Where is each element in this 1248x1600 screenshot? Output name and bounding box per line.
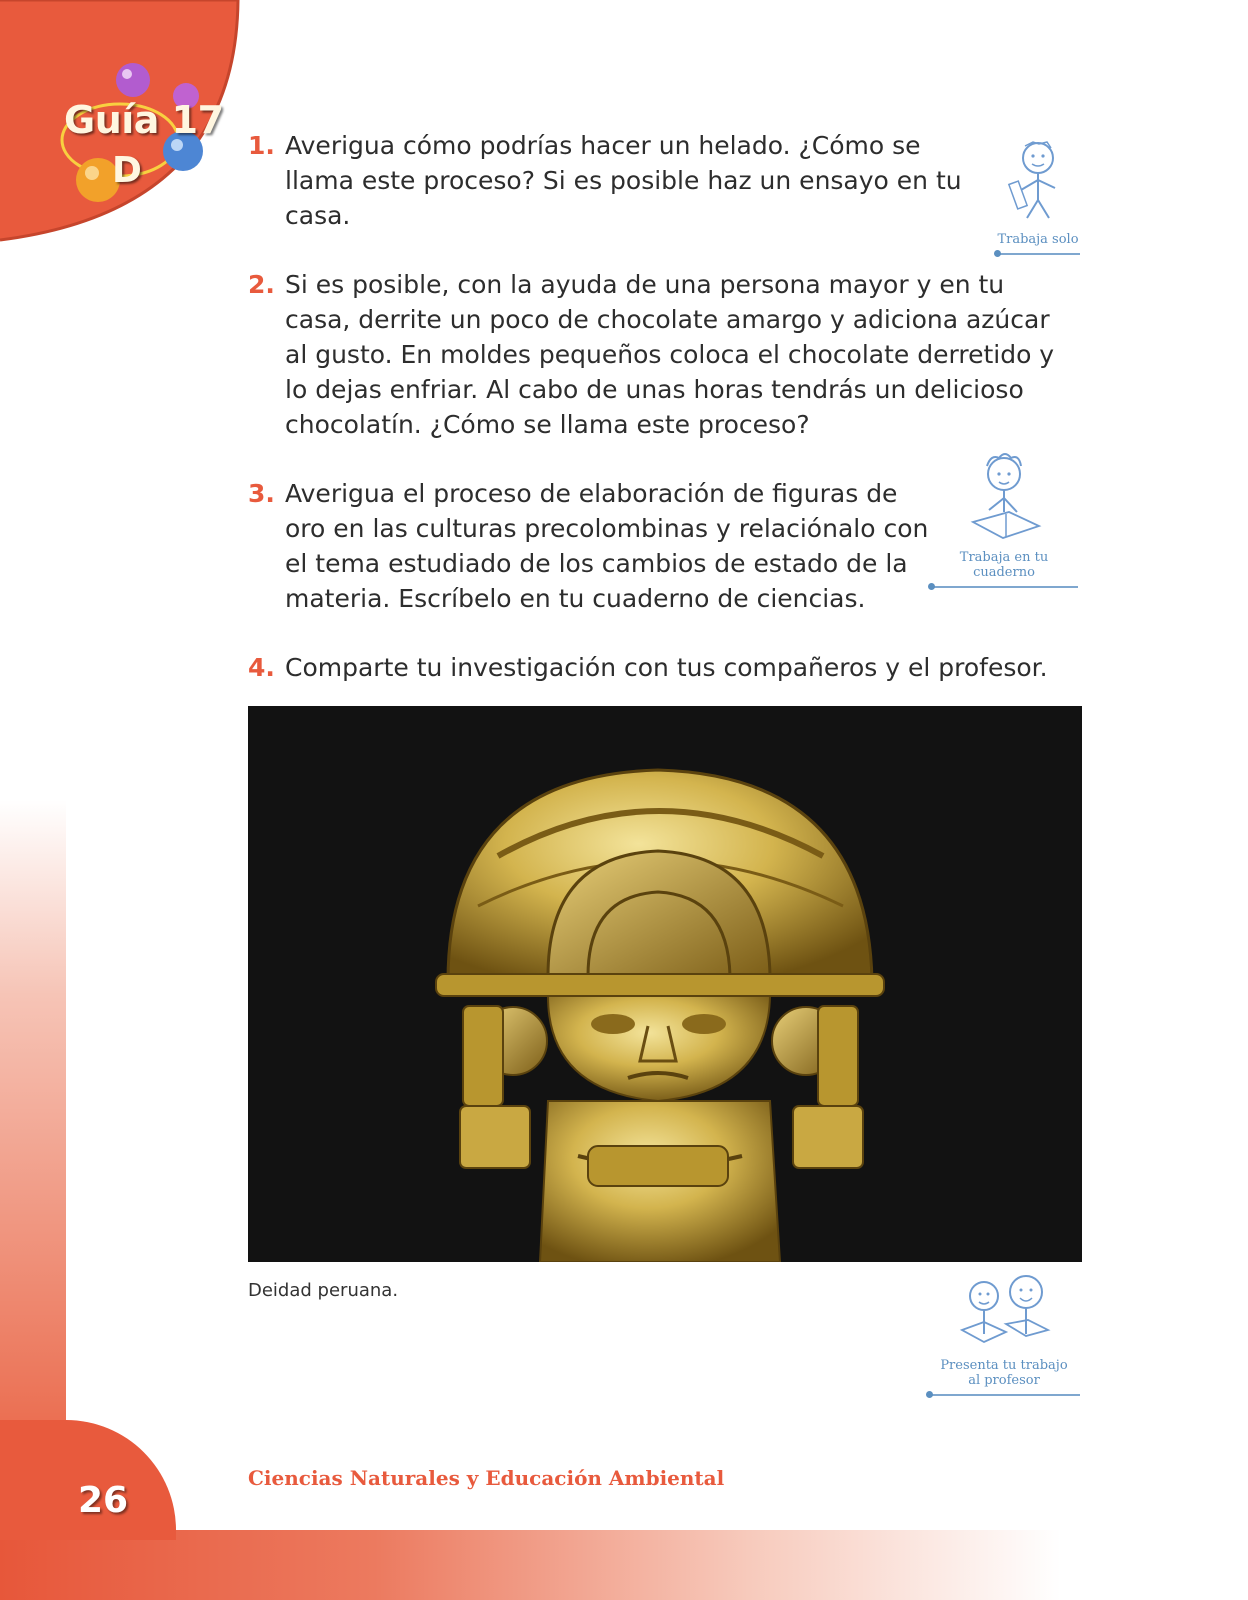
activity-text: Comparte tu investigación con tus compañeros y el profesor. <box>285 653 1048 682</box>
activity-number: 3. <box>248 479 275 508</box>
guide-title: Guía 17 <box>64 98 224 142</box>
activity-item <box>248 128 985 233</box>
child-writing-icon <box>1003 138 1073 228</box>
activity-text: Averigua el proceso de elaboración de figuras de oro en las culturas precolombinas y relaciónalo con el tema estudiado de los cambios de estado de la materia. Escríbelo en tu cuaderno de ciencias. <box>285 479 929 613</box>
badge-label-line1: Presenta tu trabajo <box>940 1358 1068 1373</box>
activity-number: 4. <box>248 653 275 682</box>
activity-item <box>248 267 1065 442</box>
badge-underline <box>996 253 1080 255</box>
activity-text: Averigua cómo podrías hacer un helado. ¿Cómo se llama este proceso? Si es posible haz un ensayo en tu casa. <box>285 131 962 230</box>
bottom-band-decoration <box>0 1530 1248 1600</box>
badge-work-alone <box>996 138 1080 255</box>
gold-figure-photo <box>248 706 1082 1262</box>
activity-list <box>248 128 1055 719</box>
badge-work-in-notebook <box>930 450 1078 588</box>
page-number: 26 <box>78 1480 129 1521</box>
badge-label: Trabaja solo <box>997 232 1079 247</box>
side-band-decoration <box>0 800 66 1450</box>
gold-deity-image <box>248 706 1082 1262</box>
guide-letter: D <box>112 150 142 191</box>
child-notebook-icon <box>959 450 1049 546</box>
photo-caption: Deidad peruana. <box>248 1280 399 1301</box>
subject-footer: Ciencias Naturales y Educación Ambiental <box>248 1466 725 1490</box>
activity-number: 1. <box>248 131 275 160</box>
badge-label-line2: al profesor <box>968 1373 1040 1388</box>
badge-underline <box>930 586 1078 588</box>
activity-item <box>248 650 1065 685</box>
badge-present-to-teacher <box>928 1274 1080 1396</box>
badge-underline <box>928 1394 1080 1396</box>
activity-item <box>248 476 935 616</box>
children-presenting-icon <box>944 1274 1064 1354</box>
activity-text: Si es posible, con la ayuda de una persona mayor y en tu casa, derrite un poco de chocolate amargo y adiciona azúcar al gusto. En moldes pequeños coloca el chocolate derretido y lo dejas enfriar. Al cabo de unas horas tendrás un delicioso chocolatín. ¿Cómo se llama este proceso? <box>285 270 1055 439</box>
activity-number: 2. <box>248 270 275 299</box>
badge-label: Trabaja en tu cuaderno <box>959 550 1049 580</box>
